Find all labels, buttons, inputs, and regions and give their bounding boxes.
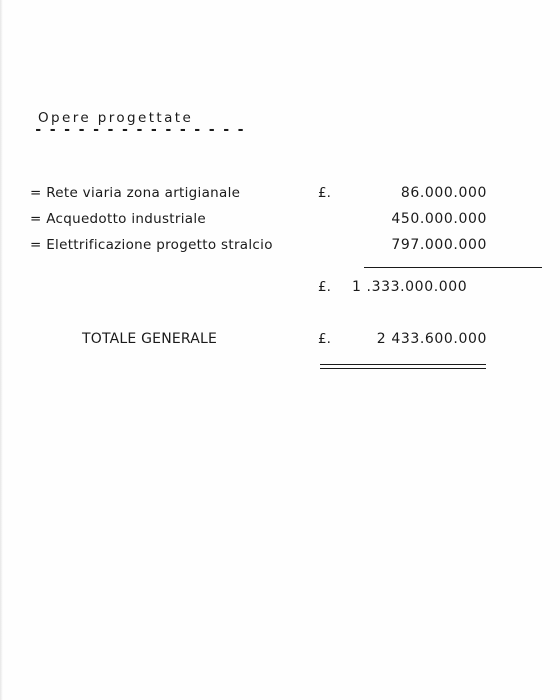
- line-item-label: = Acquedotto industriale: [30, 211, 207, 227]
- line-item-label: = Elettrificazione progetto stralcio: [30, 237, 273, 253]
- total-currency: £.: [318, 331, 331, 347]
- subtotal-rule: [364, 267, 542, 268]
- subtotal-row: [0, 279, 560, 299]
- total-label: TOTALE GENERALE: [82, 331, 218, 347]
- total-amount: 2 433.600.000: [376, 331, 487, 347]
- section-heading: Opere progettate: [38, 110, 194, 126]
- line-item: [0, 185, 560, 205]
- heading-underline: - - - - - - - - - - - - - - -: [34, 122, 244, 138]
- total-double-rule: [320, 364, 486, 369]
- line-item-label: = Rete viaria zona artigianale: [30, 185, 241, 201]
- line-item: [0, 211, 560, 231]
- line-item-amount: 86.000.000: [400, 185, 487, 201]
- subtotal-currency: £.: [318, 279, 331, 295]
- subtotal-amount: 1 .333.000.000: [352, 279, 468, 295]
- total-row: [0, 331, 560, 351]
- line-item: [0, 237, 560, 257]
- line-item-amount: 450.000.000: [391, 211, 487, 227]
- line-item-amount: 797.000.000: [391, 237, 487, 253]
- line-item-currency: £.: [318, 185, 331, 201]
